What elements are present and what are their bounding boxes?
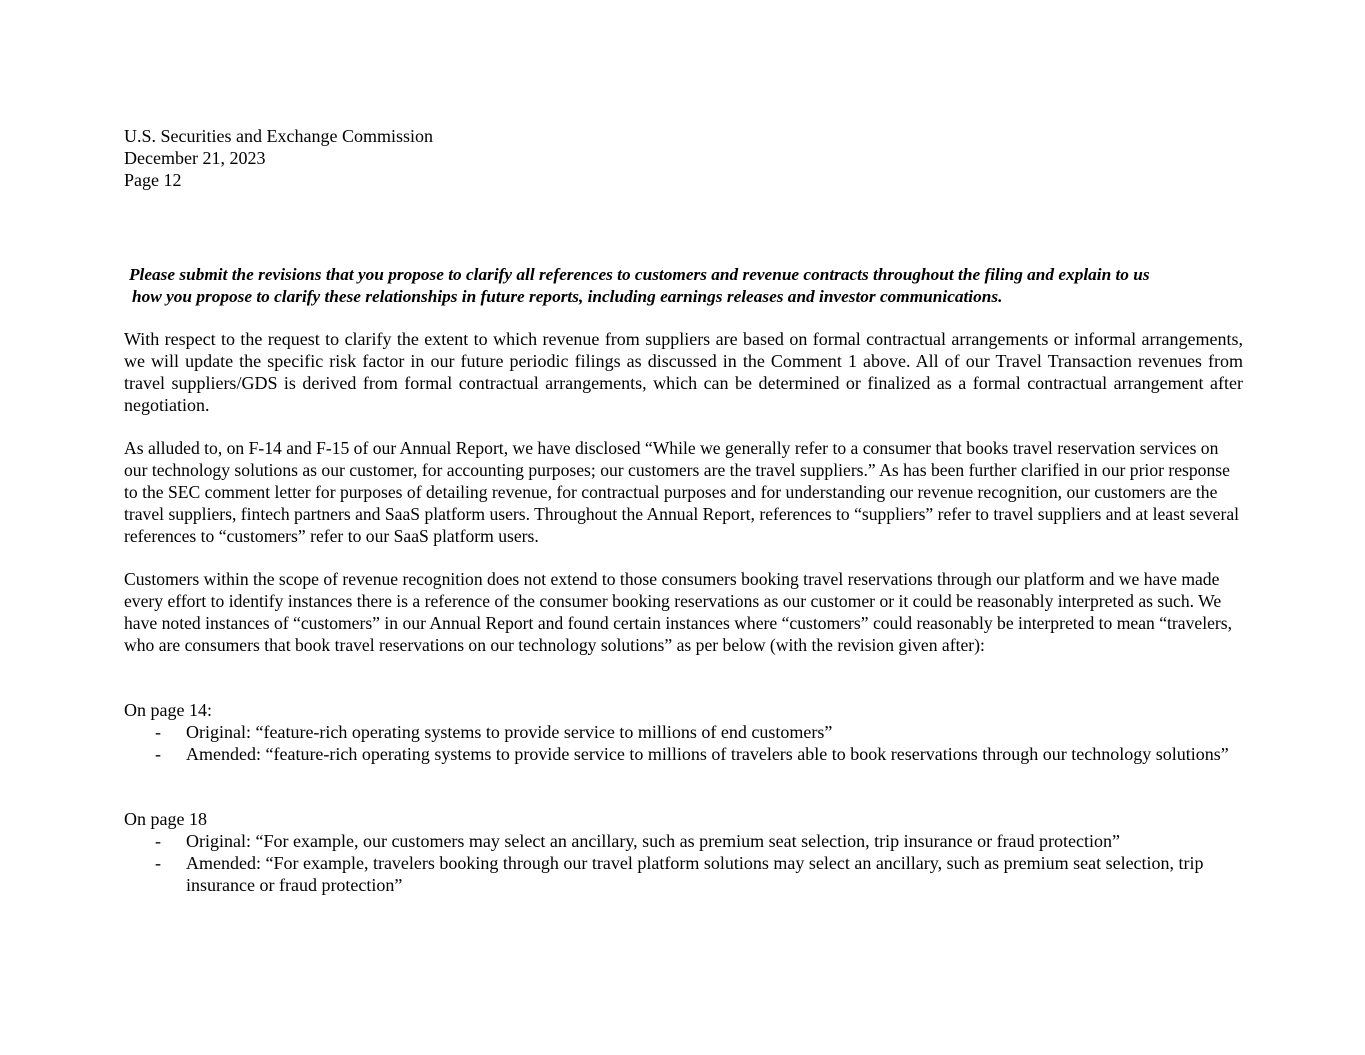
staff-comment-line-1: Please submit the revisions that you propose to clarify all references to customers and revenue contracts throughout the filing and explain to us	[129, 265, 1150, 284]
list-bullet: -	[155, 831, 161, 851]
staff-comment	[129, 264, 1243, 308]
letter-header	[124, 125, 724, 191]
list-bullet: -	[155, 722, 161, 742]
revision-page-18-list	[124, 830, 1243, 896]
revision-page-14-list	[124, 721, 1243, 765]
addressee: U.S. Securities and Exchange Commission	[124, 126, 433, 146]
response-paragraph-suppliers: With respect to the request to clarify the extent to which revenue from suppliers are based on formal contractual arrangements or informal arrangements, we will update the specific risk factor in our future periodic filings as discussed in the Comment 1 above. All of our Travel Transaction revenues from travel suppliers/GDS is derived from formal contractual arrangements, which can be determined or finalized as a formal contractual arrangement after negotiation.	[124, 329, 1243, 415]
amended-text: Amended: “For example, travelers booking through our travel platform solutions may select an ancillary, such as premium seat selection, trip insurance or fraud protection”	[186, 853, 1204, 895]
revision-page-14-label: On page 14:	[124, 700, 212, 720]
revision-page-18-label: On page 18	[124, 809, 207, 829]
list-bullet: -	[155, 853, 161, 873]
page-number: Page 12	[124, 170, 182, 190]
original-text: Original: “For example, our customers may select an ancillary, such as premium seat selection, trip insurance or fraud protection”	[186, 831, 1121, 851]
response-paragraph-customers: Customers within the scope of revenue recognition does not extend to those consumers booking travel reservations through our platform and we have made every effort to identify instances there is a reference of the consumer booking reservations as our customer or it could be reasonably interpreted as such. We have noted instances of “customers” in our Annual Report and found certain instances where “customers” could reasonably be interpreted to mean “travelers, who are consumers that book travel reservations on our technology solutions” as per below (with the revision given after):	[124, 569, 1233, 655]
letter-date: December 21, 2023	[124, 148, 266, 168]
list-item	[124, 830, 1243, 852]
staff-comment-line-2: how you propose to clarify these relationships in future reports, including earnings releases and investor communications.	[132, 287, 1003, 306]
response-paragraph-annual-report: As alluded to, on F-14 and F-15 of our Annual Report, we have disclosed “While we generally refer to a consumer that books travel reservation services on our technology solutions as our customer, for accounting purposes; our customers are the travel suppliers.” As has been further clarified in our prior response to the SEC comment letter for purposes of detailing revenue, for contractual purposes and for understanding our revenue recognition, our customers are the travel suppliers, fintech partners and SaaS platform users. Throughout the Annual Report, references to “suppliers” refer to travel suppliers and at least several references to “customers” refer to our SaaS platform users.	[124, 438, 1240, 546]
list-item	[124, 721, 1243, 743]
list-item	[124, 743, 1243, 765]
list-item	[124, 852, 1243, 896]
amended-text: Amended: “feature-rich operating systems to provide service to millions of travelers able to book reservations through our technology solutions”	[186, 744, 1229, 764]
original-text: Original: “feature-rich operating systems to provide service to millions of end customers”	[186, 722, 833, 742]
list-bullet: -	[155, 744, 161, 764]
